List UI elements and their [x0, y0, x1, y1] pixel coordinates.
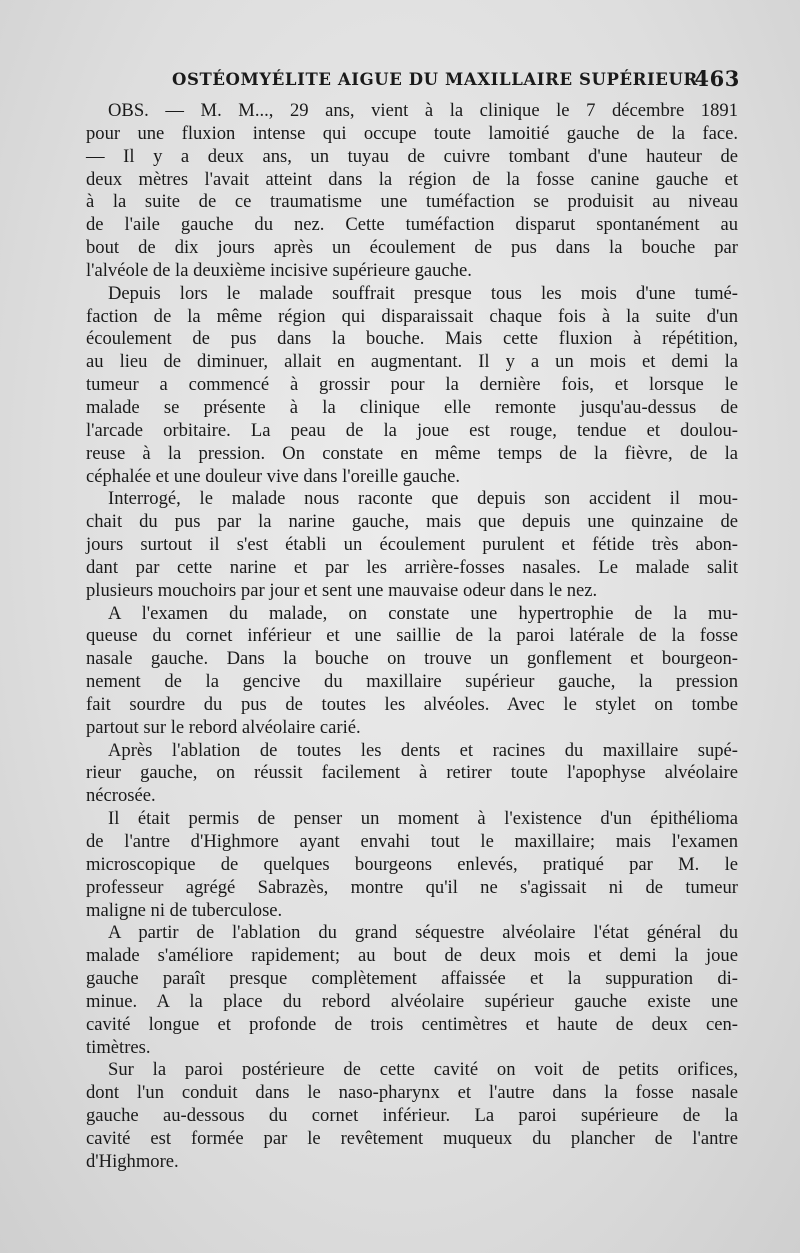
text-line: l'alvéole de la deuxième incisive supérieure gauche.: [86, 259, 472, 281]
text-line: faction de la même région qui disparaissait chaque fois à la suite d'un: [86, 305, 738, 327]
running-head: [172, 66, 740, 96]
paragraph: [86, 488, 738, 602]
text-line: au lieu de diminuer, allait en augmentant. Il y a un mois et demi la: [86, 351, 738, 373]
text-line: gauche au-dessous du cornet inférieur. La paroi supérieure de la: [86, 1105, 738, 1127]
text-line: minue. A la place du rebord alvéolaire supérieur gauche existe une: [86, 990, 738, 1012]
text-line: bout de dix jours après un écoulement de pus dans la bouche par: [86, 237, 738, 259]
text-line: rieur gauche, on réussit facilement à retirer toute l'apophyse alvéolaire: [86, 762, 738, 784]
text-line: de l'aile gauche du nez. Cette tuméfaction disparut spontanément au: [86, 214, 738, 236]
paragraph: [86, 922, 738, 1059]
text-line: dont l'un conduit dans le naso-pharynx et l'autre dans la fosse nasale: [86, 1082, 738, 1104]
paragraph: [86, 603, 738, 740]
text-line: A l'examen du malade, on constate une hypertrophie de la mu-: [108, 602, 738, 624]
text-line: chait du pus par la narine gauche, mais que depuis une quinzaine de: [86, 511, 738, 533]
text-line: Sur la paroi postérieure de cette cavité on voit de petits orifices,: [108, 1059, 738, 1081]
text-line: cavité longue et profonde de trois centimètres et haute de deux cen-: [86, 1013, 738, 1035]
text-line: professeur agrégé Sabrazès, montre qu'il ne s'agissait ni de tumeur: [86, 876, 738, 898]
text-line: l'arcade orbitaire. La peau de la joue est rouge, tendue et doulou-: [86, 419, 738, 441]
text-line: OBS. — M. M..., 29 ans, vient à la clinique le 7 décembre 1891: [108, 100, 738, 121]
text-line: cavité est formée par le revêtement muqueux du plancher de l'antre: [86, 1127, 738, 1149]
text-line: céphalée et une douleur vive dans l'oreille gauche.: [86, 465, 461, 487]
text-line: maligne ni de tuberculose.: [86, 899, 283, 921]
text-line: nécrosée.: [86, 785, 156, 807]
running-title: OSTÉOMYÉLITE AIGUE DU MAXILLAIRE SUPÉRIEUR: [172, 70, 698, 89]
paragraph: [86, 283, 738, 489]
text-line: Depuis lors le malade souffrait presque tous les mois d'une tumé-: [108, 282, 738, 304]
text-line: nement de la gencive du maxillaire supérieur gauche, la pression: [86, 671, 738, 693]
paragraph: [86, 740, 738, 809]
text-line: gauche paraît presque complètement affaissée et la suppuration di-: [86, 968, 738, 990]
text-line: — Il y a deux ans, un tuyau de cuivre tombant d'une hauteur de: [86, 145, 738, 167]
text-line: deux mètres l'avait atteint dans la région de la fosse canine gauche et: [86, 168, 738, 190]
text-line: Après l'ablation de toutes les dents et racines du maxillaire supé-: [108, 739, 738, 761]
body-text: [86, 100, 738, 1174]
text-line: A partir de l'ablation du grand séquestre alvéolaire l'état général du: [108, 922, 738, 944]
page-number: 463: [694, 66, 740, 91]
text-line: fait sourdre du pus de toutes les alvéoles. Avec le stylet on tombe: [86, 693, 738, 715]
text-line: microscopique de quelques bourgeons enlevés, pratiqué par M. le: [86, 853, 738, 875]
paragraph: [86, 100, 738, 283]
paragraph: [86, 808, 738, 922]
text-line: nasale gauche. Dans la bouche on trouve un gonflement et bourgeon-: [86, 648, 738, 670]
text-line: malade s'améliore rapidement; au bout de deux mois et demi la joue: [86, 945, 738, 967]
text-line: pour une fluxion intense qui occupe toute lamoitié gauche de la face.: [86, 122, 738, 144]
text-line: partout sur le rebord alvéolaire carié.: [86, 716, 361, 738]
text-line: à la suite de ce traumatisme une tuméfaction se produisit au niveau: [86, 191, 738, 213]
text-line: tumeur a commencé à grossir pour la dernière fois, et lorsque le: [86, 374, 738, 396]
text-line: jours surtout il s'est établi un écoulement purulent et fétide très abon-: [86, 534, 738, 556]
paragraph: [86, 1059, 738, 1173]
text-line: de l'antre d'Highmore ayant envahi tout le maxillaire; mais l'examen: [86, 831, 738, 852]
text-line: Il était permis de penser un moment à l'existence d'un épithélioma: [108, 808, 738, 830]
text-line: plusieurs mouchoirs par jour et sent une mauvaise odeur dans le nez.: [86, 579, 598, 601]
text-line: dant par cette narine et par les arrière-fosses nasales. Le malade salit: [86, 556, 738, 578]
text-line: d'Highmore.: [86, 1150, 179, 1172]
text-line: reuse à la pression. On constate en même temps de la fièvre, de la: [86, 442, 738, 464]
text-line: écoulement de pus dans la bouche. Mais cette fluxion à répétition,: [86, 328, 738, 350]
text-line: Interrogé, le malade nous raconte que depuis son accident il mou-: [108, 488, 738, 510]
text-line: timètres.: [86, 1036, 151, 1058]
text-line: malade se présente à la clinique elle remonte jusqu'au-dessus de: [86, 396, 738, 418]
text-line: queuse du cornet inférieur et une saillie de la paroi latérale de la fosse: [86, 625, 738, 647]
